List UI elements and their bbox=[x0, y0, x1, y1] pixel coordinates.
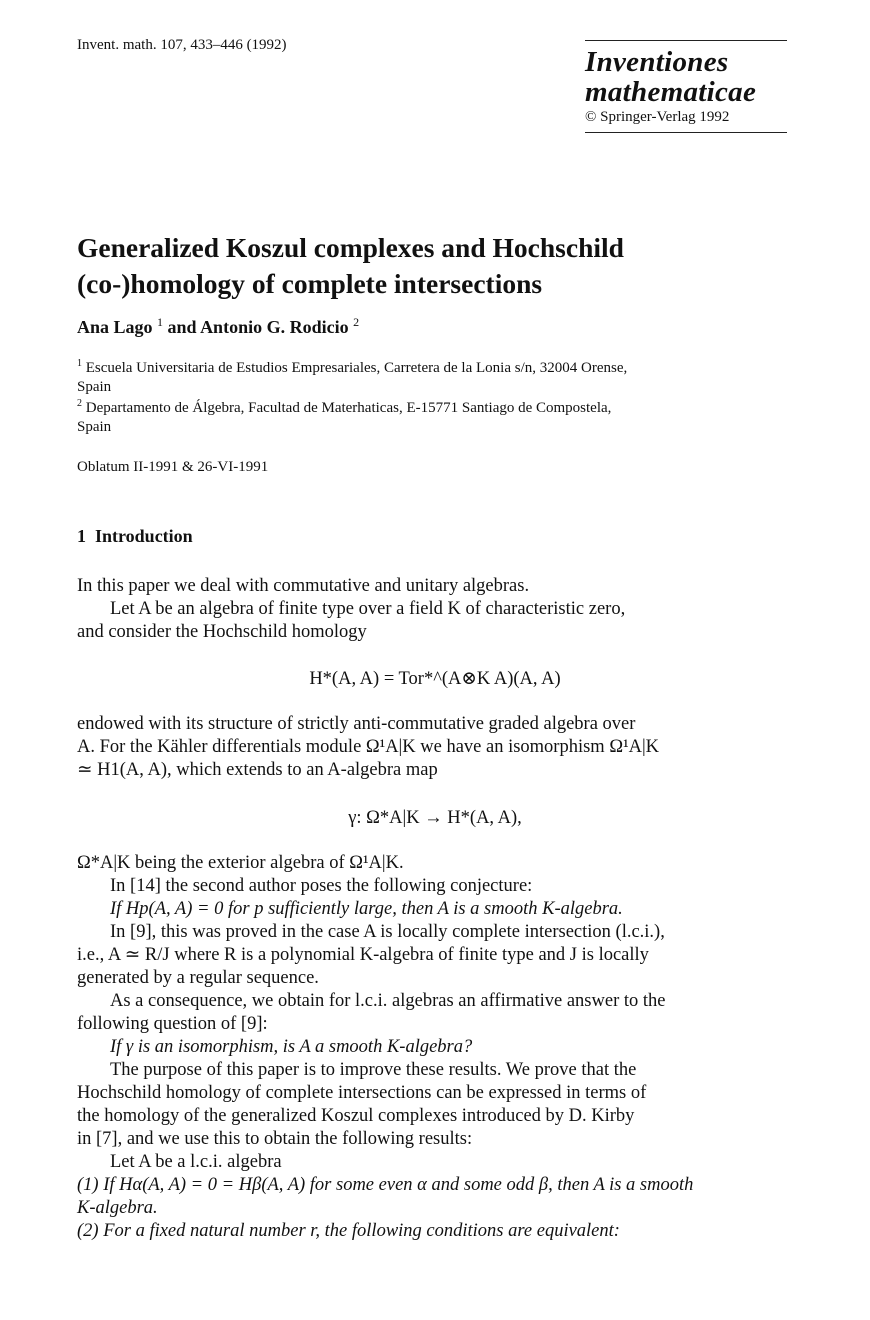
paragraph-7-line2: i.e., A ≃ R/J where R is a polynomial K-algebra of finite type and J is locally bbox=[77, 945, 649, 965]
conjecture: If Hp(A, A) = 0 for p sufficiently large, then A is a smooth K-algebra. bbox=[110, 899, 623, 919]
paragraph-1: In this paper we deal with commutative and unitary algebras. bbox=[77, 576, 530, 596]
paragraph-8-line1: As a consequence, we obtain for l.c.i. algebras an affirmative answer to the bbox=[110, 991, 666, 1011]
affiliation-2-line2: Spain bbox=[77, 419, 112, 435]
paragraph-7-line1: In [9], this was proved in the case A is locally complete intersection (l.c.i.), bbox=[110, 922, 665, 942]
bottom-rule bbox=[585, 132, 787, 133]
paper-title bbox=[77, 230, 797, 302]
paragraph-3-line1: endowed with its structure of strictly anti-commutative graded algebra over bbox=[77, 714, 636, 734]
affiliation-2-mark: 2 bbox=[77, 398, 82, 409]
title-line1: Generalized Koszul complexes and Hochschild bbox=[77, 232, 624, 263]
top-rule bbox=[585, 40, 787, 41]
paragraph-3-line2: A. For the Kähler differentials module Ω¹A|K we have an isomorphism Ω¹A|K bbox=[77, 737, 660, 757]
journal-logo-block bbox=[585, 40, 787, 133]
result-1-line1: (1) If Hα(A, A) = 0 = Hβ(A, A) for some even α and some odd β, then A is a smooth bbox=[77, 1175, 694, 1195]
author2-name: Antonio G. Rodicio bbox=[200, 317, 349, 337]
paragraph-10-line3: the homology of the generalized Koszul complexes introduced by D. Kirby bbox=[77, 1106, 635, 1126]
result-2: (2) For a fixed natural number r, the following conditions are equivalent: bbox=[77, 1221, 620, 1241]
paragraph-7-line3: generated by a regular sequence. bbox=[77, 968, 319, 988]
paragraph-2-line1: Let A be an algebra of finite type over a field K of characteristic zero, bbox=[110, 599, 626, 619]
title-line2: (co-)homology of complete intersections bbox=[77, 268, 543, 299]
paragraph-4-line: Ω*A|K being the exterior algebra of Ω¹A|K. bbox=[77, 853, 404, 873]
author1-name: Ana Lago bbox=[77, 317, 153, 337]
affiliation-2 bbox=[77, 399, 787, 437]
equation-gamma-map: γ: Ω*A|K → H*(A, A), bbox=[348, 808, 522, 828]
copyright-notice: © Springer-Verlag 1992 bbox=[585, 109, 730, 125]
journal-name-line2: mathematicae bbox=[585, 76, 757, 108]
affiliation-2-line1: Departamento de Álgebra, Facultad de Materhaticas, E-15771 Santiago de Compostela, bbox=[85, 400, 612, 416]
affiliation-1-line2: Spain bbox=[77, 379, 112, 395]
oblatum-dates: Oblatum II-1991 & 26-VI-1991 bbox=[77, 459, 269, 475]
paragraph-3 bbox=[77, 713, 793, 782]
question: If γ is an isomorphism, is A a smooth K-algebra? bbox=[110, 1037, 473, 1057]
section-heading bbox=[77, 526, 193, 547]
paragraph-11: Let A be a l.c.i. algebra bbox=[110, 1152, 282, 1172]
section-title: Introduction bbox=[95, 526, 193, 546]
author-connector: and bbox=[167, 317, 197, 337]
paragraph-10-line1: The purpose of this paper is to improve these results. We prove that the bbox=[110, 1060, 637, 1080]
affiliation-1 bbox=[77, 359, 787, 397]
affiliation-1-line1: Escuela Universitaria de Estudios Empresariales, Carretera de la Lonia s/n, 32004 Orense, bbox=[85, 360, 628, 376]
equation-hochschild-homology: H*(A, A) = Tor*^(A⊗K A)(A, A) bbox=[309, 669, 561, 689]
affiliation-1-mark: 1 bbox=[77, 358, 82, 369]
paragraph-2 bbox=[77, 598, 793, 644]
paragraph-2-line2: and consider the Hochschild homology bbox=[77, 622, 367, 642]
author1-mark: 1 bbox=[157, 315, 164, 329]
author-line bbox=[77, 317, 359, 338]
result-1-line2: K-algebra. bbox=[77, 1198, 158, 1218]
paragraph-10-line2: Hochschild homology of complete intersections can be expressed in terms of bbox=[77, 1083, 647, 1103]
paragraph-5: In [14] the second author poses the following conjecture: bbox=[110, 876, 533, 896]
paragraph-4 bbox=[77, 852, 793, 1243]
journal-citation: Invent. math. 107, 433–446 (1992) bbox=[77, 37, 287, 53]
author2-mark: 2 bbox=[353, 315, 360, 329]
journal-name-line1: Inventiones bbox=[585, 46, 729, 78]
paragraph-3-line3: ≃ H1(A, A), which extends to an A-algebra map bbox=[77, 760, 438, 780]
paragraph-10-line4: in [7], and we use this to obtain the following results: bbox=[77, 1129, 473, 1149]
section-number: 1 bbox=[77, 526, 86, 546]
paragraph-8-line2: following question of [9]: bbox=[77, 1014, 268, 1034]
